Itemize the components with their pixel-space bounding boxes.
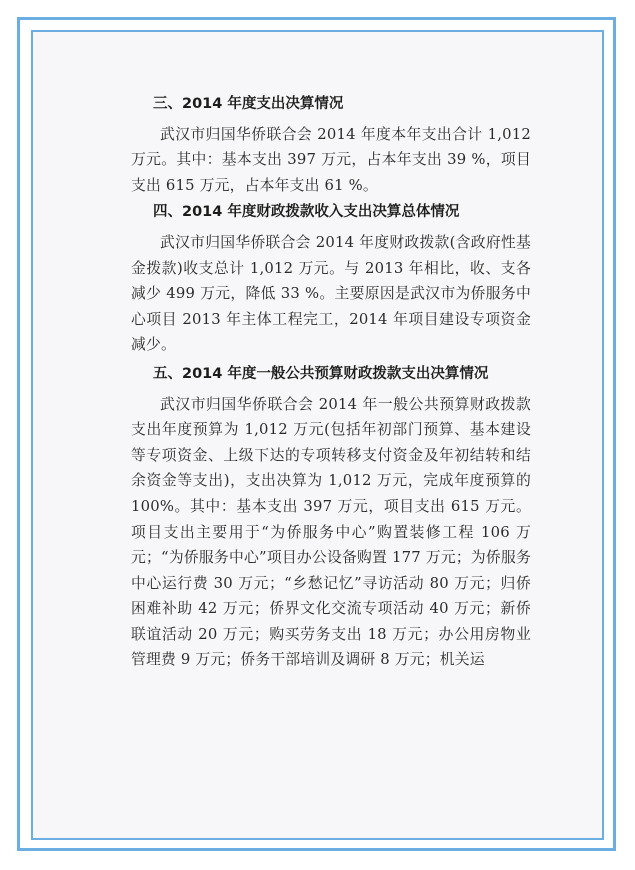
section-heading-expenditure: 三、2014 年度支出决算情况 [153,96,344,112]
section-paragraph-public-budget: 武汉市归国华侨联合会 2014 年一般公共预算财政拨款支出年度预算为 1,012 万元(包括年初部门预算、基本建设等专项资金、上级下达的专项转移支付资金及年初结转和结余资金等支出)，支出决算为 1,012 万元，完成年度预算的 100%。其中：基本支出 397 万元，项目支出 615 万元。项目支出主要用于“为侨服务中心”购置装修工程 106 万元；“为侨服务中心”项目办公设备购置 177 万元；为侨服务中心运行费 30 万元；“乡愁记忆”寻访活动 80 万元；归侨困难补助 42 万元；侨界文化交流专项活动 40 万元；新侨联谊活动 20 万元；购买劳务支出 18 万元；办公用房物业管理费 9 万元；侨务干部培训及调研 8 万元；机关运 [131,395,531,669]
section-paragraph-fiscal-overall: 武汉市归国华侨联合会 2014 年度财政拨款(含政府性基金拨款)收支总计 1,012 万元。与 2013 年相比，收、支各减少 499 万元，降低 33 %。主要原因是武汉市为侨服务中心项目 2013 年主体工程完工，2014 年项目建设专项资金减少。 [131,233,531,354]
section-heading-public-budget: 五、2014 年度一般公共预算财政拨款支出决算情况 [153,365,489,382]
section-paragraph-expenditure: 武汉市归国华侨联合会 2014 年度本年支出合计 1,012 万元。其中：基本支出 397 万元，占本年支出 39 %，项目支出 615 万元，占本年支出 61 %。 [131,125,531,194]
section-heading-fiscal-overall: 四、2014 年度财政拨款收入支出决算总体情况 [153,204,460,221]
document-body [131,92,531,673]
